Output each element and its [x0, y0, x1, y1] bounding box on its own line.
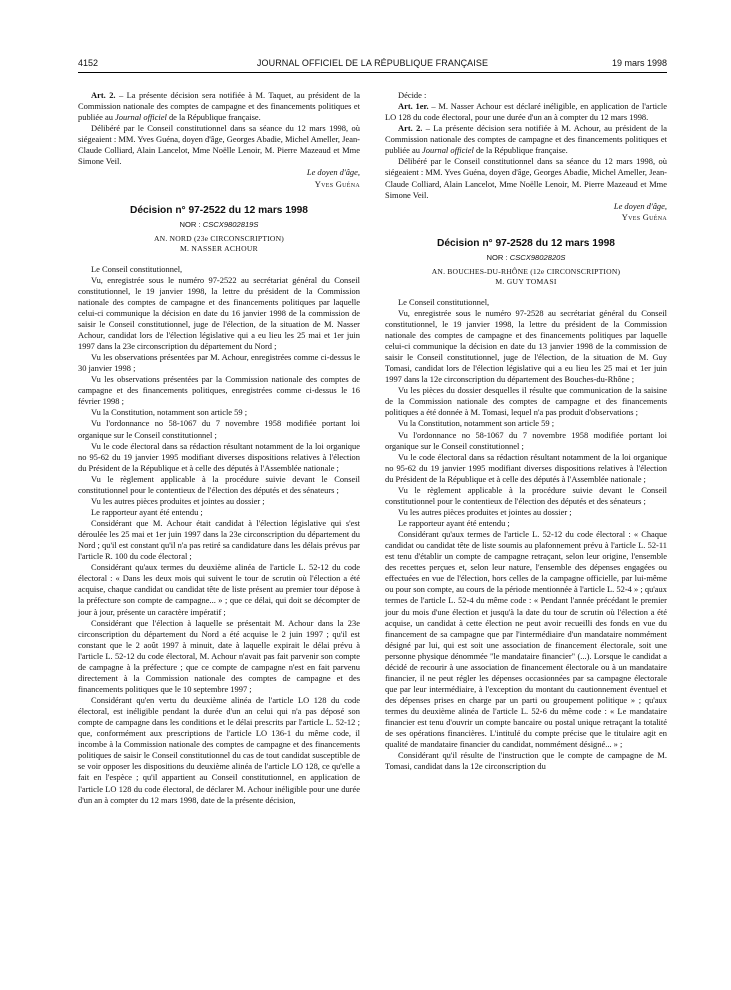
paragraph: Le rapporteur ayant été entendu ;: [398, 518, 510, 528]
constituency-line: AN. NORD (23e CIRCONSCRIPTION): [153, 233, 285, 243]
signature-block: [385, 201, 667, 223]
left-column: [78, 90, 360, 806]
paragraph: Vu l'ordonnance no 58-1067 du 7 novembre 1958 modifiée portant loi organique sur le Conseil constitutionnel ;: [78, 418, 360, 440]
header-rule: [78, 72, 667, 73]
paragraph: Vu le code électoral dans sa rédaction résultant notamment de la loi organique no 95-62 du 19 janvier 1995 modifiant diverses dispositions relatives à l'élection du Président de la République et à celle des députés à l'Assemblée nationale ;: [78, 440, 360, 473]
journal-officiel-ref: Journal officiel: [115, 112, 167, 123]
candidate-name: M. NASSER ACHOUR: [179, 243, 258, 253]
article-label: Art. 1er.: [398, 101, 429, 112]
paragraph: Le Conseil constitutionnel,: [91, 263, 183, 274]
paragraph: Vu, enregistrée sous le numéro 97-2528 au secrétariat général du Conseil constitutionnel, le 19 janvier 1998, la lettre du président de la Commission nationale des comptes de campagne et des financements politiques par laquelle celui-ci communique la décision en date du 13 janvier 1998 de la commission de saisir le Conseil constitutionnel, juge de l'élection, de la situation de M. Guy Tomasi, candidat lors de l'élection législative qui a eu lieu les 25 mai et 1er juin 1997 dans la 12e circonscription du département des Bouches-du-Rhône ;: [385, 307, 667, 385]
paragraph: Vu la Constitution, notamment son article 59 ;: [398, 418, 555, 429]
paragraph: Vu les autres pièces produites et jointes au dossier ;: [398, 506, 572, 517]
paragraph: Considérant que M. Achour était candidat à l'élection législative qui s'est déroulée les 25 mai et 1er juin 1997 dans la 23e circonscription du département du Nord ; qu'il est constant qu'il n'a pas retiré sa candidature dans les délais prévus par l'article R. 100 du code électoral ;: [78, 518, 360, 562]
signature-title: Le doyen d'âge,: [306, 167, 360, 178]
decision-title: Décision n° 97-2522 du 12 mars 1998: [130, 204, 308, 216]
right-column: [385, 90, 667, 772]
deliberation-text: Délibéré par le Conseil constitutionnel dans sa séance du 12 mars 1998, où siégeaient : MM. Yves Guéna, doyen d'âge, Georges Abadie, Michel Ameller, Jean-Claude Colliard, Alain Lancelot, Mme Noëlle Lenoir, M. Pierre Mazeaud et Mme Simone Veil.: [385, 156, 667, 200]
journal-title: JOURNAL OFFICIEL DE LA RÉPUBLIQUE FRANÇAISE: [256, 58, 489, 68]
issue-date: 19 mars 1998: [611, 58, 667, 68]
paragraph: Vu la Constitution, notamment son article 59 ;: [91, 407, 248, 418]
paragraph: Considérant qu'aux termes de l'article L. 52-12 du code électoral : « Chaque candidat ou candidat tête de liste soumis au plafonnement prévu à l'article L. 52-11 est tenu d'établir un compte de campagne retraçant, selon leur origine, l'ensemble des recettes perçues et, selon leur nature, l'ensemble des dépenses engagées ou effectuées en vue de l'élection, hors celles de la campagne officielle, par lui-même ou pour son compte, au cours de la période mentionnée à l'article L. 52-4 » ; qu'aux termes de l'article L. 52-4 du même code : « Pendant l'année précédant le premier jour du mois d'une élection et jusqu'à la date du tour de scrutin où l'élection a été acquise, un candidat à cette élection ne peut avoir recueilli des fonds en vue du financement de sa campagne que par l'intermédiaire d'un mandataire nommément désigné par lui, qui est soit une association de financement électorale, soit une personne physique dénommée "le mandataire financier" (...). Lorsque le candidat a décidé de recourir à une association de financement électorale ou à un mandataire financier, il ne peut régler les dépenses occasionnées par sa campagne électorale que par leur intermédiaire, à l'exception du montant du cautionnement éventuel et des dépenses prises en charge par un parti ou groupement politique » ; qu'aux termes du deuxième alinéa de l'article L. 52-6 du même code : « Le mandataire financier est tenu d'ouvrir un compte bancaire ou postal unique retraçant la totalité de ses opérations financières. L'intitulé du compte précise que le titulaire agit en qualité de mandataire financier du candidat, nommément désigné... » ;: [385, 529, 667, 750]
paragraph: Vu le règlement applicable à la procédure suivie devant le Conseil constitutionnel pour le contentieux de l'élection des députés et des sénateurs ;: [78, 473, 360, 495]
signature-name: Yves Guéna: [314, 178, 360, 189]
paragraph: Le Conseil constitutionnel,: [398, 296, 490, 307]
paragraph: Considérant que l'élection à laquelle se présentait M. Achour dans la 23e circonscription du département du Nord a été acquise le 2 juin 1997 ; qu'il est constant que le 2 août 1997 à minuit, date à laquelle expirait le délai prévu à l'article L. 52-12 du code électoral, M. Achour n'avait pas fait parvenir son compte de campagne à la préfecture ; que ce compte de campagne n'est en fait parvenu directement à la Commission nationale des comptes de campagne et des financements politiques que le 10 septembre 1997 ;: [78, 617, 360, 694]
decision-heading: [385, 237, 667, 287]
paragraph: Vu les pièces du dossier desquelles il résulte que communication de la saisine de la Commission nationale des comptes de campagne et des financements politiques a été donnée à M. Tomasi, lequel n'a pas produit d'observations ;: [385, 385, 667, 418]
article-label: Art. 2.: [398, 123, 423, 134]
paragraph: Vu le règlement applicable à la procédure suivie devant le Conseil constitutionnel pour le contentieux de l'élection des députés et des sénateurs ;: [385, 484, 667, 506]
signature-block: [78, 167, 360, 189]
paragraph: Considérant qu'en vertu du deuxième alinéa de l'article LO 128 du code électoral, est inéligible pendant la durée d'un an celui qui n'a pas déposé son compte de campagne dans les conditions et le délai prescrits par l'article L. 52-12 ; que, conformément aux prescriptions de l'article LO 136-1 du même code, il incombe à la Commission nationale des comptes de campagne et des financements politiques de saisir le Conseil constitutionnel du cas de tout candidat susceptible de se voir opposer les dispositions du deuxième alinéa de l'article LO 128, ce qu'elle a fait en l'espèce ; qu'il appartient au Conseil constitutionnel, en application de l'article LO 128 du code électoral, de déclarer M. Achour inéligible pour une durée d'un an à compter du 12 mars 1998, date de la présente décision,: [78, 695, 360, 805]
paragraph: Le rapporteur ayant été entendu ;: [91, 506, 203, 517]
paragraph: Vu les autres pièces produites et jointes au dossier ;: [91, 495, 265, 506]
nor-reference: NOR : CSCX9802820S: [486, 252, 566, 262]
paragraph: Vu les observations présentées par M. Achour, enregistrées comme ci-dessus le 30 janvier 1998 ;: [78, 352, 360, 374]
article-2: Art. 2. – La présente décision sera notifiée à M. Achour, au président de la Commission nationale des comptes de campagne et des financements politiques et publiée au Journal officiel de la République française.: [385, 123, 668, 156]
candidate-name: M. GUY TOMASI: [495, 276, 557, 286]
page-header: [78, 58, 667, 70]
paragraph: Vu le code électoral dans sa rédaction résultant notamment de la loi organique no 95-62 du 19 janvier 1995 modifiant diverses dispositions relatives à l'élection du Président de la République et à celle des députés à l'Assemblée nationale ;: [385, 451, 667, 484]
paragraph: Vu l'ordonnance no 58-1067 du 7 novembre 1958 modifiée portant loi organique sur le Conseil constitutionnel ;: [385, 429, 667, 451]
page-number: 4152: [78, 58, 99, 68]
paragraph: Considérant qu'aux termes du deuxième alinéa de l'article L. 52-12 du code électoral : « Dans les deux mois qui suivent le tour de scrutin où l'élection a été acquise, chaque candidat ou candidat tête de liste présent au premier tour dépose à la préfecture son compte de campagne... » ; que ce délai, qui doit se décompter de jour à jour, présente un caractère impératif ;: [78, 562, 360, 617]
decision-heading: [78, 204, 360, 254]
signature-title: Le doyen d'âge,: [613, 200, 667, 211]
article-label: Art. 2.: [91, 90, 116, 100]
article-1: Art. 1er. – M. Nasser Achour est déclaré inéligible, en application de l'article LO 128 du code électoral, pour une durée d'un an à compter du 12 mars 1998.: [385, 101, 667, 123]
paragraph: Considérant qu'il résulte de l'instruction que le compte de campagne de M. Tomasi, candidat dans la 12e circonscription du: [385, 750, 667, 772]
decide-line: Décide :: [398, 90, 427, 100]
nor-reference: NOR : CSCX9802819S: [179, 219, 259, 229]
paragraph: Vu, enregistrée sous le numéro 97-2522 au secrétariat général du Conseil constitutionnel, le 19 janvier 1998, la lettre du président de la Commission nationale des comptes de campagne et des financements politiques par laquelle celui-ci communique la décision en date du 16 janvier 1998 de la commission de saisir le Conseil constitutionnel, juge de l'élection, de la situation de M. Nasser Achour, candidat lors de l'élection législative qui a eu lieu les 25 mai et 1er juin 1997 dans la 23e circonscription du département du Nord ;: [78, 274, 360, 351]
paragraph: Vu les observations présentées par la Commission nationale des comptes de campagne et des financements politiques, enregistrées comme ci-dessus le 16 février 1998 ;: [78, 374, 360, 407]
deliberation-text: Délibéré par le Conseil constitutionnel dans sa séance du 12 mars 1998, où siégeaient : MM. Yves Guéna, doyen d'âge, Georges Abadie, Michel Ameller, Jean-Claude Colliard, Alain Lancelot, Mme Noëlle Lenoir, M. Pierre Mazeaud et Mme Simone Veil.: [78, 123, 360, 167]
constituency-line: AN. BOUCHES-DU-RHÔNE (12e CIRCONSCRIPTION): [431, 266, 621, 276]
journal-officiel-ref: Journal officiel: [422, 145, 474, 156]
decision-title: Décision n° 97-2528 du 12 mars 1998: [437, 237, 615, 249]
article-2: Art. 2. – La présente décision sera notifiée à M. Taquet, au président de la Commission nationale des comptes de campagne et des financements politiques et publiée au Journal officiel de la République française.: [78, 90, 360, 123]
signature-name: Yves Guéna: [621, 211, 667, 222]
